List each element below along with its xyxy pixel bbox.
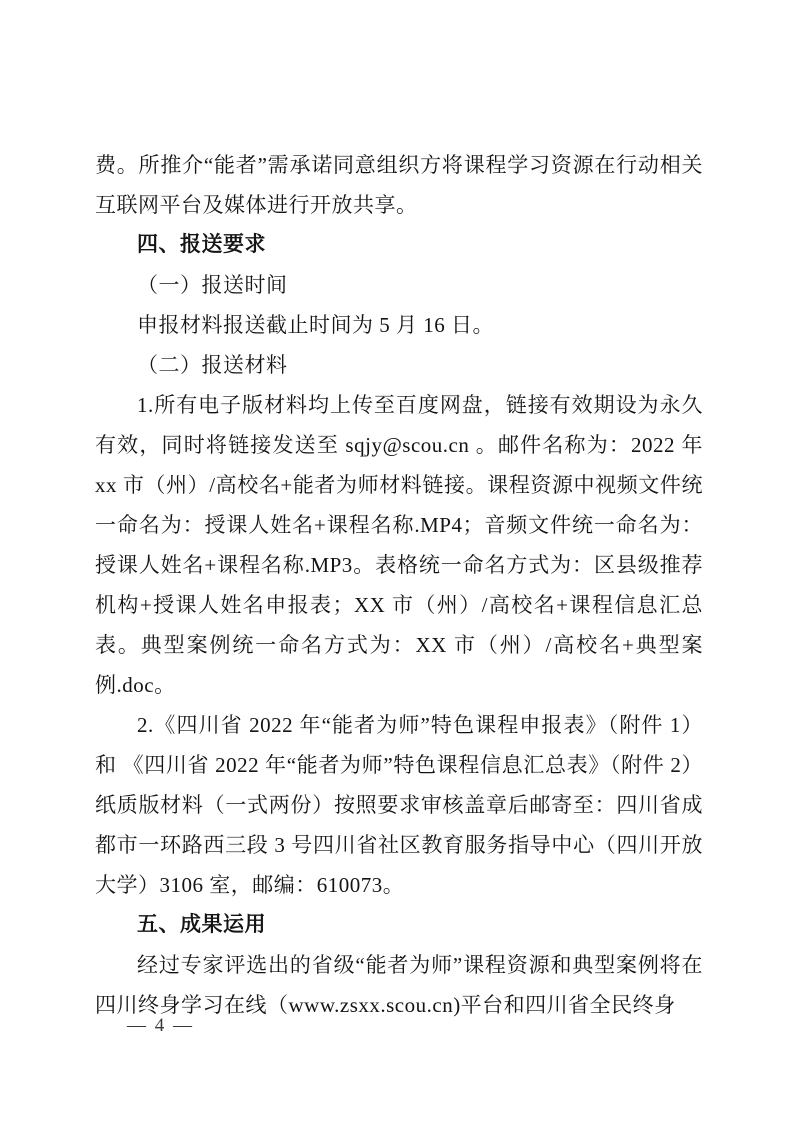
paragraph-deadline: 申报材料报送截止时间为 5 月 16 日。 xyxy=(137,313,494,337)
section-heading-4: 四、报送要求 xyxy=(137,233,266,256)
subsection-heading-2: （二）报送材料 xyxy=(137,353,288,377)
paragraph-materials-2: 2.《四川省 2022 年“能者为师”特色课程申报表》（附件 1）和 《四川省 2022 年“能者为师”特色课程信息汇总表》（附件 2）纸质版材料（一式两份）按照要求审核盖章后邮寄至：四川省成都市一环路西三段 3 号四川省社区教育服务指导中心（四川开放大学）3106 室，邮编：610073。 xyxy=(95,713,703,897)
document-body xyxy=(95,145,703,1025)
section-heading-5: 五、成果运用 xyxy=(137,913,266,936)
paragraph-materials-1: 1.所有电子版材料均上传至百度网盘，链接有效期设为永久有效，同时将链接发送至 sqjy@scou.cn 。邮件名称为：2022 年xx 市（州）/高校名+能者为师材料链接。课程资源中视频文件统一命名为：授课人姓名+课程名称.MP4；音频文件统一命名为：授课人姓名+课程名称.MP3。表格统一命名方式为：区县级推荐机构+授课人姓名申报表；XX 市（州）/高校名+课程信息汇总表。典型案例统一命名方式为：XX 市（州）/高校名+典型案例.doc。 xyxy=(95,393,703,697)
page-number: — 4 — xyxy=(127,1015,194,1036)
paragraph-continuation: 费。所推介“能者”需承诺同意组织方将课程学习资源在行动相关互联网平台及媒体进行开放共享。 xyxy=(95,153,703,217)
subsection-heading-1: （一）报送时间 xyxy=(137,273,288,297)
paragraph-results: 经过专家评选出的省级“能者为师”课程资源和典型案例将在四川终身学习在线（www.zsxx.scou.cn)平台和四川省全民终身 xyxy=(95,953,703,1017)
